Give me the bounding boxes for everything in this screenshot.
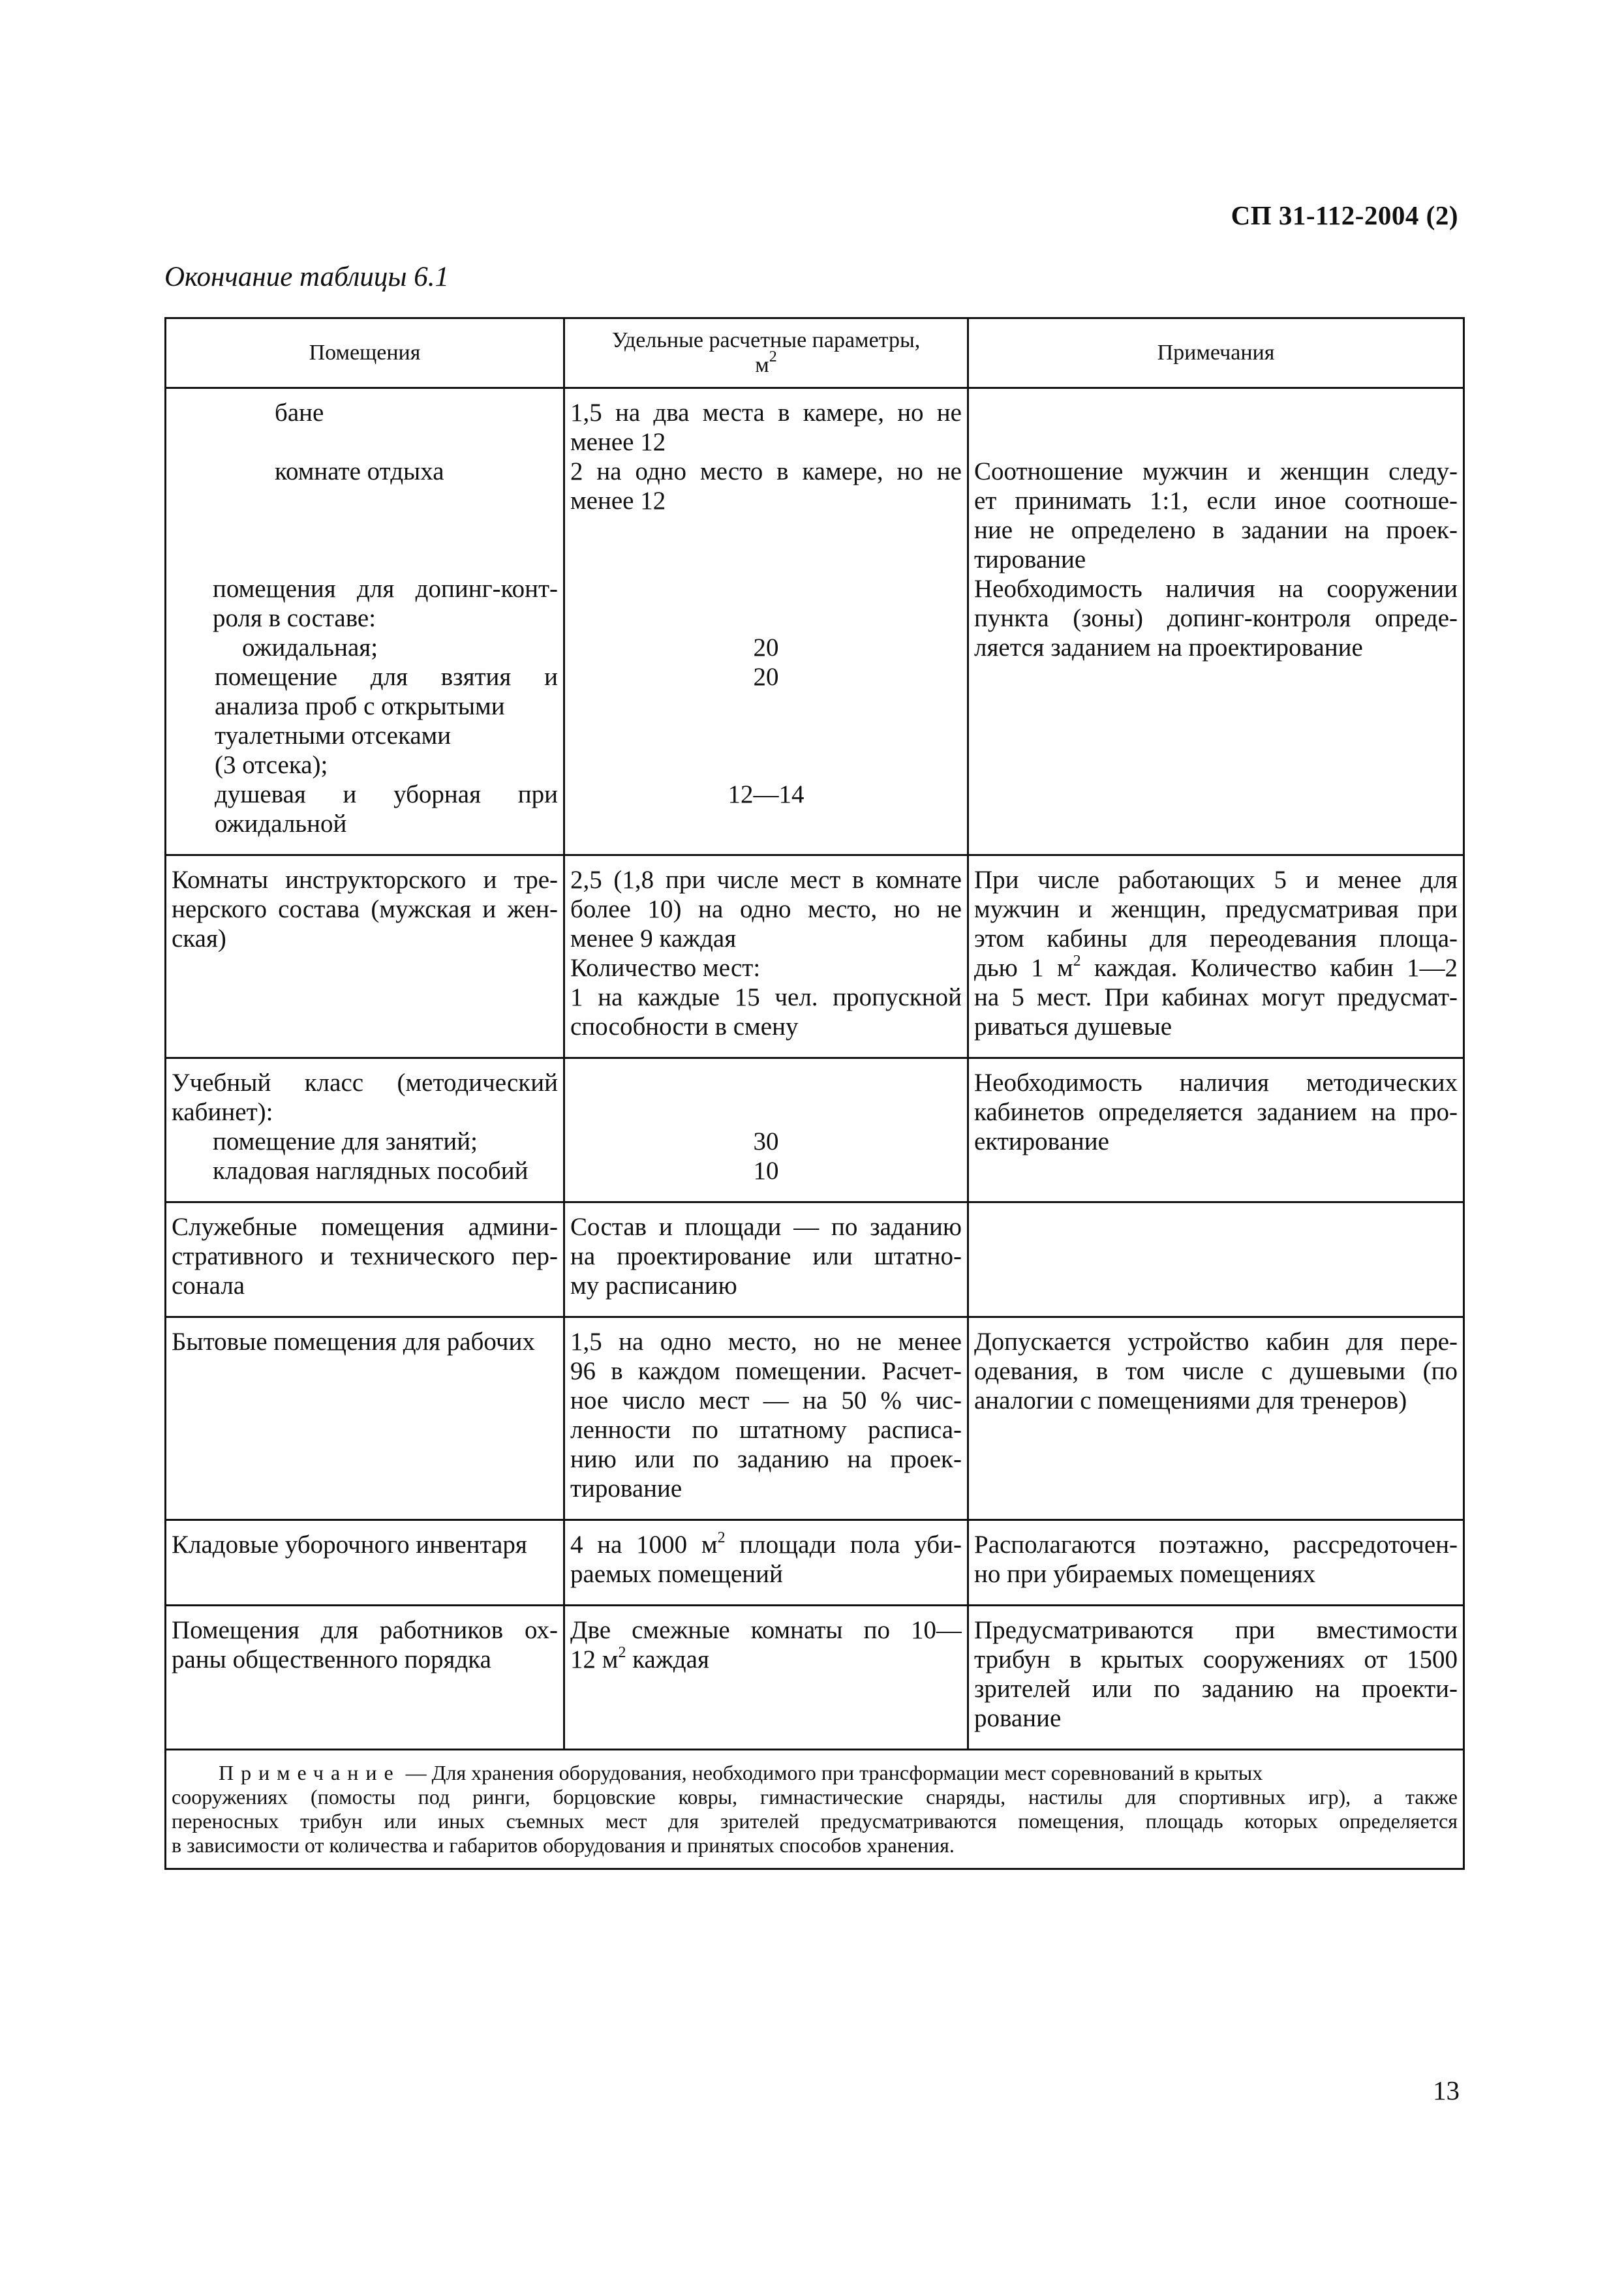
row1-c3-l3: ние не определено в задании на проек- [974, 516, 1458, 544]
note-line-2: сооружениях (помосты под ринги, борцовские ковры, гимнастические снаряды, настилы для спортивных игр), а также [172, 1785, 1458, 1809]
row3-c3-l3: ектирование [974, 1127, 1109, 1155]
cell-notes [968, 1058, 1464, 1202]
row1-c3-l7: ляется заданием на проектирование [974, 634, 1363, 662]
table-header-row [166, 318, 1464, 388]
header-params [564, 318, 968, 388]
document-code: СП 31-112-2004 (2) [1231, 200, 1458, 230]
row2-c2-l2: более 10) на одно место, но не [570, 895, 962, 923]
note-line-3: переносных трибун или иных съемных мест для зрителей предусматриваются помещения, площадь которых определяется [172, 1809, 1458, 1833]
row1-c1-l7: анализа проб с открытыми [215, 692, 505, 720]
row4-c2-l1: Состав и площади — по заданию [570, 1213, 962, 1241]
row4-c2-l2: на проектирование или штатно- [570, 1242, 962, 1270]
row7-c3-l2: трибун в крытых сооружениях от 1500 [974, 1645, 1458, 1673]
cell-notes [968, 1520, 1464, 1606]
row5-c3-l2: одевания, в том числе с душевыми (по [974, 1357, 1458, 1385]
row2-c3-l5: на 5 мест. При кабинах могут предусмат- [974, 983, 1458, 1011]
cell-notes [968, 855, 1464, 1058]
table-row [166, 1058, 1464, 1202]
row5-c3-l1: Допускается устройство кабин для пере- [974, 1328, 1458, 1356]
row1-c3-l4: тирование [974, 545, 1086, 573]
row1-c3-l1: Соотношение мужчин и женщин следу- [974, 457, 1458, 485]
row2-c2-l5: 1 на каждые 15 чел. пропускной [570, 983, 962, 1011]
row4-c1-l2: стративного и технического пер- [172, 1242, 558, 1270]
row3-c3-l2: кабинетов определяется заданием на про- [974, 1098, 1458, 1126]
row5-c2-l3: ное число мест — на 50 % чис- [570, 1386, 962, 1414]
row1-c1-l4: роля в составе: [213, 604, 376, 632]
row1-c1-l10: душевая и уборная при [215, 780, 558, 808]
row1-c2-l5: 20 [753, 634, 779, 662]
row1-c2-l2: менее 12 [570, 428, 666, 456]
row5-c3-l3: аналогии с помещениями для тренеров) [974, 1386, 1407, 1414]
row6-c1-l1: Кладовые уборочного инвентаря [172, 1531, 527, 1559]
row2-c2-l3: менее 9 каждая [570, 924, 737, 953]
row6-c2-l1: 4 на 1000 $м^2$ площади пола уби- [570, 1530, 962, 1559]
header-notes: Примечания [968, 318, 1464, 388]
row2-c3-l3: этом кабины для переодевания площа- [974, 924, 1458, 953]
row1-c2-l1: 1,5 на два места в камере, но не [570, 399, 962, 427]
cell-rooms [166, 855, 564, 1058]
row1-c3-l6: пункта (зоны) допинг-контроля опреде- [974, 604, 1458, 632]
row6-c2-l2: раемых помещений [570, 1560, 783, 1588]
cell-rooms [166, 1058, 564, 1202]
cell-params [564, 855, 968, 1058]
row4-c1-l3: сонала [172, 1272, 245, 1300]
header-params-unit: $м^2$ [755, 348, 777, 377]
row5-c2-l1: 1,5 на одно место, но не менее [570, 1328, 962, 1356]
row1-c1-l6: помещение для взятия и [215, 663, 558, 691]
row6-c3-l1: Располагаются поэтажно, рассредоточен- [974, 1531, 1458, 1559]
cell-notes [968, 1606, 1464, 1750]
cell-params [564, 1202, 968, 1317]
table-row [166, 1520, 1464, 1606]
table-row [166, 388, 1464, 855]
row6-c3-l2: но при убираемых помещениях [974, 1560, 1316, 1588]
cell-notes [968, 1317, 1464, 1520]
row1-c1-l1: бане [275, 399, 324, 427]
note-line-1: Примечание — Для хранения оборудования, необходимого при трансформации мест соревнований в крытых [219, 1761, 1263, 1784]
cell-notes [968, 388, 1464, 855]
cell-notes [968, 1202, 1464, 1317]
page-number: 13 [1433, 2075, 1460, 2105]
row3-c2-l1: 30 [753, 1127, 779, 1155]
cell-rooms [166, 1202, 564, 1317]
row1-c3-l2: ет принимать 1:1, если иное соотноше- [974, 487, 1458, 515]
row2-c1-l2: нерского состава (мужская и жен- [172, 895, 558, 923]
row1-c1-l2: комнате отдыха [275, 457, 444, 485]
row3-c2-l2: 10 [753, 1157, 779, 1185]
header-params-label: Удельные расчетные параметры, [611, 328, 921, 352]
row7-c2-l1: Две смежные комнаты по 10— [570, 1616, 962, 1644]
cell-rooms [166, 1520, 564, 1606]
table-row [166, 1202, 1464, 1317]
note-heading: Примечание [219, 1761, 401, 1784]
row1-c1-l11: ожидальной [215, 810, 347, 838]
row2-c2-l4: Количество мест: [570, 954, 761, 982]
cell-params [564, 1317, 968, 1520]
row1-c1-l5: ожидальная; [242, 634, 378, 662]
table-row [166, 855, 1464, 1058]
row2-c2-l6: способности в смену [570, 1013, 799, 1041]
row7-c1-l1: Помещения для работников ох- [172, 1616, 558, 1644]
note-line-4: в зависимости от количества и габаритов оборудования и принятых способов хранения. [172, 1833, 955, 1857]
row5-c2-l2: 96 в каждом помещении. Расчет- [570, 1357, 962, 1385]
row3-c1-l1: Учебный класс (методический [172, 1069, 558, 1097]
row5-c1-l1: Бытовые помещения для рабочих [172, 1328, 535, 1356]
cell-params [564, 1058, 968, 1202]
row5-c2-l4: ленности по штатному расписа- [570, 1416, 962, 1444]
row1-c1-l9: (3 отсека); [215, 751, 328, 779]
row2-c2-l1: 2,5 (1,8 при числе мест в комнате [570, 866, 962, 894]
row4-c2-l3: му расписанию [570, 1272, 737, 1300]
row1-c2-l3: 2 на одно место в камере, но не [570, 457, 962, 485]
header-rooms: Помещения [166, 318, 564, 388]
row7-c3-l4: рование [974, 1704, 1062, 1732]
row2-c3-l6: риваться душевые [974, 1013, 1172, 1041]
row2-c3-l1: При числе работающих 5 и менее для [974, 866, 1458, 894]
row1-c2-l7: 12—14 [728, 780, 804, 808]
row7-c3-l1: Предусматриваются при вместимости [974, 1616, 1458, 1644]
cell-params [564, 388, 968, 855]
row7-c2-l2: 12 $м^2$ каждая [570, 1645, 709, 1673]
rooms-table [164, 317, 1465, 1870]
row2-c1-l3: ская) [172, 924, 226, 953]
row5-c2-l5: нию или по заданию на проек- [570, 1445, 962, 1473]
table-row [166, 1606, 1464, 1750]
row1-c2-l4: менее 12 [570, 487, 666, 515]
row2-c1-l1: Комнаты инструкторского и тре- [172, 866, 558, 894]
cell-rooms [166, 1606, 564, 1750]
cell-params [564, 1520, 968, 1606]
row1-c2-l6: 20 [753, 663, 779, 691]
table-note-row [166, 1750, 1464, 1869]
row3-c1-l4: кладовая наглядных пособий [213, 1157, 529, 1185]
row2-c3-l2: мужчин и женщин, предусматривая при [974, 895, 1458, 923]
row1-c1-l3: помещения для допинг-конт- [213, 575, 558, 603]
cell-rooms [166, 1317, 564, 1520]
cell-params [564, 1606, 968, 1750]
table-caption: Окончание таблицы 6.1 [164, 262, 450, 292]
row1-c1-l8: туалетными отсеками [215, 722, 452, 750]
cell-rooms [166, 388, 564, 855]
row4-c1-l1: Служебные помещения админи- [172, 1213, 558, 1241]
table-row [166, 1317, 1464, 1520]
row5-c2-l6: тирование [570, 1475, 682, 1503]
row3-c3-l1: Необходимость наличия методических [974, 1069, 1458, 1097]
row7-c3-l3: зрителей или по заданию на проекти- [974, 1675, 1458, 1703]
row3-c1-l3: помещение для занятий; [213, 1127, 478, 1155]
row3-c1-l2: кабинет): [172, 1098, 273, 1126]
row1-c3-l5: Необходимость наличия на сооружении [974, 575, 1458, 603]
table-note [166, 1750, 1464, 1869]
row2-c3-l4: дью 1 $м^2$ каждая. Количество кабин 1—2 [974, 953, 1458, 982]
row7-c1-l2: раны общественного порядка [172, 1645, 491, 1673]
